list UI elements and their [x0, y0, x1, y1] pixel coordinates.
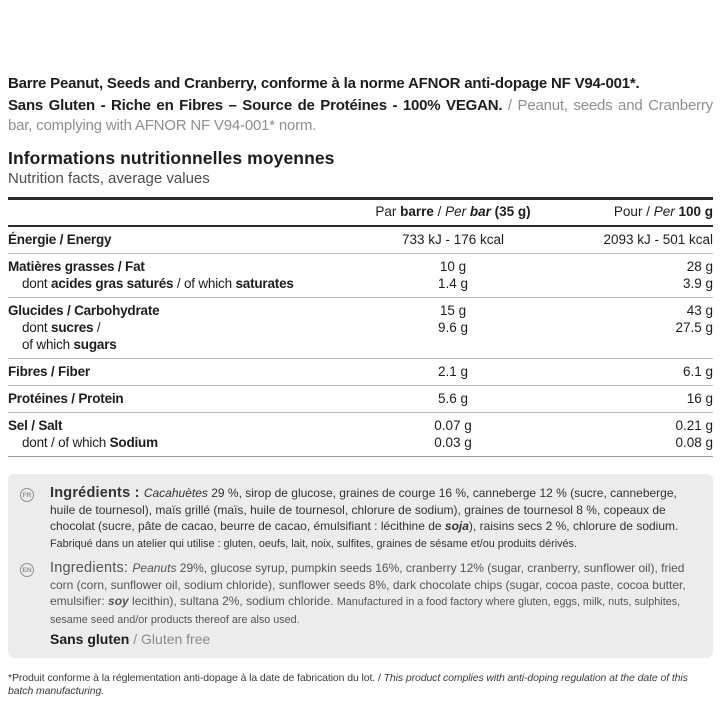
- saturates-label-text: dont: [22, 276, 52, 291]
- fat-per-bar-value: 10 g: [439, 259, 467, 274]
- en-language-icon: EN: [20, 563, 34, 577]
- row-label-saturates: [8, 275, 338, 292]
- ingredients-en-row: [20, 560, 701, 628]
- table-header-row: [8, 200, 713, 227]
- sugars-label-text: /: [93, 320, 101, 335]
- saturates-label-text: saturates: [235, 276, 294, 291]
- sugars-label-text: of which: [22, 337, 74, 352]
- header-per-bar-text: Par: [375, 204, 401, 219]
- row-label-sugars-fr: [8, 319, 338, 336]
- salt-per-bar-value: 0.07 g: [434, 418, 472, 433]
- table-row-protein: [8, 386, 713, 413]
- sodium-label-text: dont / of which: [22, 435, 110, 450]
- column-header-per-bar: [338, 204, 568, 220]
- sugars-label-text: dont: [22, 320, 52, 335]
- row-label-sugars-en: [8, 336, 338, 353]
- sugars-per-100g-value: 27.5 g: [675, 320, 713, 335]
- ingredients-fr-body: 29 %, sirop de glucose, graines de courge 16 %, canneberge 12 % (sucre, canneberge, huile de tournesol), maïs grillé (maïs, huile de tournesol, chlorure de sodium), graines de tournesol 8 %, copeaux de chocolat (sucre, pâte de cacao, beurre de cacao, émulsifiant : lécithine de: [50, 486, 677, 533]
- gluten-free-statement: [50, 631, 701, 648]
- row-label-fiber: Fibres / Fiber: [8, 364, 90, 379]
- anti-doping-footnote: [8, 672, 713, 698]
- nutrition-table: [8, 197, 713, 457]
- fat-per-100g-value: 28 g: [686, 259, 713, 274]
- row-label-salt: Sel / Salt: [8, 418, 63, 433]
- table-row-carbohydrate: [8, 298, 713, 359]
- header-per-bar-text: /: [433, 204, 446, 219]
- sodium-label-text: Sodium: [109, 435, 158, 450]
- ingredients-fr-body: soja: [444, 519, 469, 533]
- header-per-bar-text: bar: [469, 204, 491, 219]
- row-label-carbohydrate: Glucides / Carbohydrate: [8, 303, 160, 318]
- row-label-fat: Matières grasses / Fat: [8, 259, 145, 274]
- claims-fr: Sans Gluten - Riche en Fibres – Source de Protéines - 100% VEGAN.: [8, 97, 503, 114]
- table-row-fat: [8, 254, 713, 298]
- ingredients-fr-allergen: Fabriqué dans un atelier qui utilise : gluten, oeufs, lait, noix, sulfites, graines de sésame et/ou produits dérivés.: [50, 537, 577, 550]
- ingredients-fr-body: Cacahuètes: [143, 486, 208, 500]
- nutrition-title-en: Nutrition facts, average values: [8, 170, 210, 187]
- fiber-per-bar-value: 2.1 g: [437, 364, 469, 379]
- ingredients-en-body: Peanuts: [132, 561, 177, 575]
- ingredients-en-body: lecithin), sultana 2%, sodium chloride.: [128, 594, 337, 608]
- header-per-bar-text: Per: [445, 204, 470, 219]
- sugars-per-bar-value: 9.6 g: [437, 320, 469, 335]
- footnote-fr: *Produit conforme à la réglementation anti-dopage à la date de fabrication du lot. /: [8, 672, 384, 684]
- saturates-per-100g-value: 3.9 g: [682, 276, 713, 291]
- ingredients-en-text: [50, 560, 701, 628]
- fr-language-icon: FR: [20, 488, 34, 502]
- badge-column: [20, 485, 50, 552]
- product-title: Barre Peanut, Seeds and Cranberry, conforme à la norme AFNOR anti-dopage NF V94-001*.: [8, 75, 640, 92]
- ingredients-fr-text: [50, 485, 701, 552]
- protein-per-100g-value: 16 g: [686, 391, 713, 406]
- table-row-salt: [8, 413, 713, 457]
- salt-per-100g-value: 0.21 g: [675, 418, 713, 433]
- header-per-100g-text: 100 g: [678, 204, 713, 219]
- badge-column: [20, 560, 50, 628]
- table-row-fiber: [8, 359, 713, 386]
- product-intro: [8, 74, 713, 136]
- saturates-label-text: / of which: [173, 276, 236, 291]
- header-per-100g-text: Pour /: [613, 204, 654, 219]
- carbohydrate-per-100g-value: 43 g: [686, 303, 713, 318]
- protein-per-bar-value: 5.6 g: [437, 391, 469, 406]
- nutrition-facts-section: [8, 148, 713, 457]
- column-header-per-100g: [568, 204, 713, 220]
- sugars-label-text: sucres: [51, 320, 94, 335]
- sugars-label-text: sugars: [73, 337, 117, 352]
- row-label-energy: Énergie / Energy: [8, 232, 112, 247]
- claims-en: / Peanut, seeds and Cranberry bar, complying with AFNOR NF V94-001* norm.: [8, 97, 713, 134]
- energy-per-100g-value: 2093 kJ - 501 kcal: [603, 232, 713, 247]
- header-per-bar-text: barre: [400, 204, 434, 219]
- nutrition-title-fr: Informations nutritionnelles moyennes: [8, 148, 335, 168]
- energy-per-bar-value: 733 kJ - 176 kcal: [401, 232, 505, 247]
- ingredients-fr-label: Ingrédients :: [50, 485, 144, 501]
- row-label-protein: Protéines / Protein: [8, 391, 124, 406]
- ingredients-fr-row: [20, 485, 701, 552]
- row-label-sodium: [8, 434, 338, 451]
- ingredients-en-body: soy: [108, 594, 129, 608]
- header-per-100g-text: Per: [653, 204, 679, 219]
- sodium-per-bar-value: 0.03 g: [434, 435, 472, 450]
- product-claims: [8, 96, 713, 136]
- table-row-energy: [8, 227, 713, 254]
- ingredients-en-label: Ingredients:: [50, 560, 133, 576]
- fiber-per-100g-value: 6.1 g: [682, 364, 713, 379]
- ingredients-fr-body: ), raisins secs 2 %, chlorure de sodium.: [468, 519, 679, 533]
- gluten-free-fr: Sans gluten: [50, 631, 130, 647]
- ingredients-en-body: 29%, glucose syrup, pumpkin seeds 16%, cranberry 12% (sugar, cranberry, sunflower oil), fried corn (corn, sunflower oil, sodium chloride), sunflower seeds 8%, dark chocolate chips (sugar, cocoa paste, cocoa butter, emulsifier:: [50, 561, 686, 608]
- carbohydrate-per-bar-value: 15 g: [439, 303, 467, 318]
- saturates-per-bar-value: 1.4 g: [437, 276, 469, 291]
- saturates-label-text: acides gras saturés: [51, 276, 174, 291]
- footnote-en: This product complies with anti-doping regulation at the date of this batch manufacturing.: [8, 672, 688, 697]
- sodium-per-100g-value: 0.08 g: [675, 435, 713, 450]
- gluten-free-en: / Gluten free: [129, 631, 211, 647]
- ingredients-section: [8, 474, 713, 658]
- ingredients-en-allergen: Manufactured in a food factory where gluten, eggs, milk, nuts, sulphites, sesame seed and/or products thereof are also used.: [50, 596, 681, 626]
- header-per-bar-text: (35 g): [490, 204, 531, 219]
